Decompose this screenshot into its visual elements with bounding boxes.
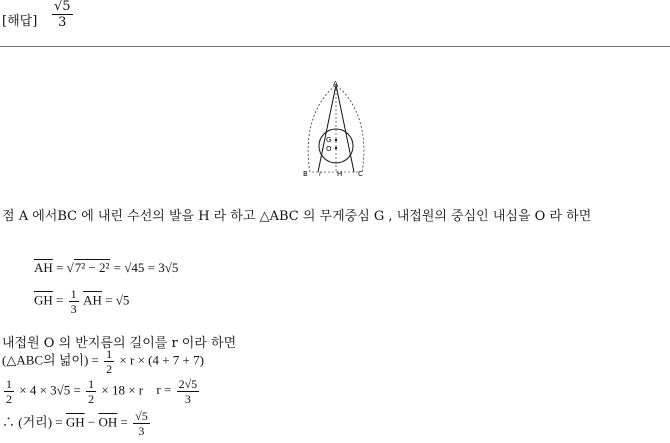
intro-text: 점 A 에서BC 에 내린 수선의 발을 H 라 하고 △ABC 의 무게중심 G , 내접원의 중심인 내심을 O 라 하면 (2, 209, 592, 224)
area-equation: (△ABC의 넓이) = $\frac{1}{2}$ × r × (4 + 7 + 7) (2, 347, 204, 376)
eq1-rhs: √45 = 3√5 (124, 260, 179, 275)
point-g (335, 139, 337, 141)
eq2-rhs: √5 (115, 292, 130, 308)
triangle-figure (300, 78, 372, 178)
solve-r-equation: $\frac{1}{2}$ × 4 × 3√5 = $\frac{1}{2}$ × 18 × r r = $\frac{2√5}{3}$ (6, 377, 198, 406)
label-c: C (358, 170, 363, 178)
eq1-lhs: $\overline{AH}$ (34, 260, 53, 275)
equation-gh: $\overline{GH}$ = $\frac{1}{3}$ $\overline{AH} = √5$ (34, 287, 130, 316)
label-a: A (333, 80, 338, 88)
label-g: G (326, 136, 332, 144)
label-h: H (337, 170, 343, 178)
label-o: O (326, 145, 332, 153)
point-o (335, 147, 337, 149)
distance-equation: ∴ (거리) = $\overline{GH} - \overline{OH}$ = $\frac{√5}{3}$ (2, 409, 148, 438)
answer-label: [해답] (2, 14, 38, 29)
equation-ah: $\overline{AH} = √7^2 - 2^2 = √45 = 3√5$ (34, 260, 179, 275)
label-b: B (303, 170, 308, 178)
radius-sentence: 내접원 O 의 반지름의 길이를 r 이라 하면 (2, 336, 237, 351)
answer-numerator: √5 (54, 0, 71, 14)
eq2-mid: $\overline{AH}$ (83, 292, 102, 308)
label-r: r (319, 171, 322, 178)
divider-line (0, 46, 670, 47)
answer-fraction (50, 0, 75, 29)
eq2-lhs: $\overline{GH}$ (34, 292, 53, 308)
answer-denominator: 3 (58, 15, 67, 30)
eq1-sqrt: √7² − 2² (66, 260, 110, 275)
